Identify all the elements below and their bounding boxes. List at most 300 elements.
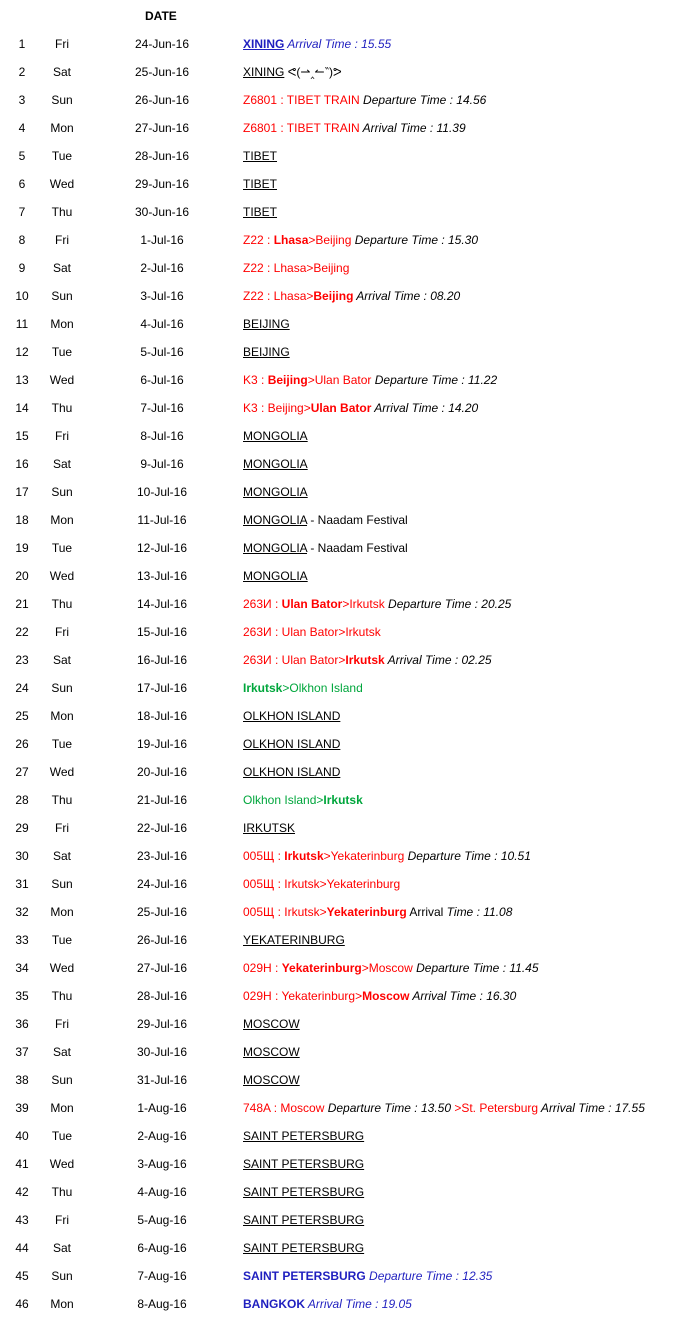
itinerary-row — [0, 1129, 694, 1157]
description-segment: MONGOLIA — [243, 513, 308, 527]
itinerary-row — [0, 429, 694, 457]
description-segment: Arrival Time : 08.20 — [353, 289, 461, 303]
day-number: 26 — [15, 737, 29, 751]
description-segment: BEIJING — [243, 345, 290, 359]
itinerary-description — [243, 317, 290, 331]
itinerary-row — [0, 737, 694, 765]
weekday: Mon — [50, 709, 74, 723]
description-segment: K3 : — [243, 373, 268, 387]
weekday: Sun — [51, 93, 73, 107]
itinerary-description — [243, 737, 340, 751]
date: 29-Jun-16 — [134, 177, 190, 191]
itinerary-row — [0, 513, 694, 541]
itinerary-row — [0, 65, 694, 93]
description-segment: 263И : — [243, 597, 282, 611]
itinerary-description — [243, 1157, 364, 1171]
weekday: Tue — [51, 1129, 73, 1143]
description-segment: Z6801 : TIBET TRAIN — [243, 121, 360, 135]
day-number: 41 — [15, 1157, 29, 1171]
date: 13-Jul-16 — [136, 569, 188, 583]
date: 23-Jul-16 — [136, 849, 188, 863]
description-segment: Departure Time : 14.56 — [359, 93, 487, 107]
itinerary-row — [0, 149, 694, 177]
description-segment: 029H : Yekaterinburg> — [243, 989, 363, 1003]
itinerary-row — [0, 289, 694, 317]
itinerary-description — [243, 1045, 300, 1059]
day-number: 10 — [15, 289, 29, 303]
itinerary-description — [243, 177, 277, 191]
itinerary-row — [0, 1269, 694, 1297]
itinerary-row — [0, 485, 694, 513]
itinerary-description — [243, 37, 391, 51]
description-segment: YEKATERINBURG — [243, 933, 345, 947]
weekday: Sun — [51, 485, 73, 499]
day-number: 9 — [18, 261, 26, 275]
itinerary-row — [0, 1073, 694, 1101]
day-number: 8 — [18, 233, 26, 247]
description-segment: Ulan Bator — [310, 401, 372, 415]
date: 11-Jul-16 — [137, 513, 187, 527]
day-number: 27 — [15, 765, 29, 779]
date: 26-Jul-16 — [136, 933, 188, 947]
itinerary-row — [0, 793, 694, 821]
itinerary-row — [0, 1241, 694, 1269]
weekday: Sun — [51, 1269, 73, 1283]
description-segment: Arrival Time : 15.55 — [284, 37, 392, 51]
weekday: Fri — [55, 1213, 69, 1227]
itinerary-row — [0, 961, 694, 989]
itinerary-description — [243, 289, 460, 303]
description-segment: Arrival Time : 02.25 — [384, 653, 492, 667]
day-number: 38 — [15, 1073, 29, 1087]
description-segment: Arrival Time : 19.05 — [305, 1297, 412, 1311]
weekday: Mon — [50, 1101, 74, 1115]
description-segment: Arrival Time : 16.30 — [409, 989, 517, 1003]
itinerary-row — [0, 1157, 694, 1185]
date: 21-Jul-16 — [136, 793, 188, 807]
description-segment: - Naadam Festival — [307, 541, 408, 555]
itinerary-description — [243, 261, 349, 275]
description-segment: MONGOLIA — [243, 457, 308, 471]
itinerary-description — [243, 373, 497, 387]
itinerary-description — [243, 681, 363, 695]
date: 14-Jul-16 — [136, 597, 188, 611]
day-number: 30 — [15, 849, 29, 863]
description-segment: MONGOLIA — [243, 541, 308, 555]
date: 8-Aug-16 — [137, 1297, 187, 1311]
itinerary-description — [243, 849, 531, 863]
itinerary-description — [243, 401, 478, 415]
date: 25-Jun-16 — [134, 65, 190, 79]
itinerary-description — [243, 345, 290, 359]
itinerary-description — [243, 1017, 300, 1031]
day-number: 11 — [15, 317, 29, 331]
itinerary-description — [243, 429, 308, 443]
day-number: 42 — [15, 1185, 29, 1199]
description-segment: XINING — [243, 65, 285, 79]
itinerary-description — [243, 821, 295, 835]
date-column-header: DATE — [145, 9, 177, 23]
weekday: Sun — [51, 681, 73, 695]
date: 9-Jul-16 — [140, 457, 184, 471]
description-segment: Time : 11.08 — [446, 905, 513, 919]
weekday: Mon — [50, 317, 74, 331]
itinerary-description — [243, 205, 277, 219]
date: 29-Jul-16 — [136, 1017, 188, 1031]
itinerary-description — [243, 933, 345, 947]
description-segment: Arrival — [406, 905, 447, 919]
itinerary-description — [243, 121, 466, 135]
day-number: 36 — [15, 1017, 29, 1031]
itinerary-row — [0, 653, 694, 681]
date: 1-Jul-16 — [140, 233, 184, 247]
weekday: Wed — [49, 373, 75, 387]
description-segment: Irkutsk — [345, 653, 385, 667]
description-segment: Olkhon Island> — [243, 793, 324, 807]
itinerary-row — [0, 597, 694, 625]
description-segment: SAINT PETERSBURG — [243, 1185, 365, 1199]
weekday: Sat — [52, 261, 71, 275]
itinerary-description — [243, 149, 277, 163]
description-segment: BEIJING — [243, 317, 290, 331]
description-segment: - Naadam Festival — [307, 513, 408, 527]
weekday: Fri — [55, 233, 69, 247]
description-segment: 005Щ : Irkutsk>Yekaterinburg — [243, 877, 401, 891]
day-number: 35 — [15, 989, 29, 1003]
weekday: Fri — [55, 821, 69, 835]
description-segment: OLKHON ISLAND — [243, 709, 341, 723]
day-number: 4 — [18, 121, 26, 135]
itinerary-description — [243, 233, 478, 247]
day-number: 6 — [18, 177, 26, 191]
description-segment: Yekaterinburg — [326, 905, 407, 919]
day-number: 17 — [15, 485, 29, 499]
itinerary-row — [0, 345, 694, 373]
itinerary-row — [0, 37, 694, 65]
itinerary-row — [0, 989, 694, 1017]
date: 8-Jul-16 — [140, 429, 184, 443]
description-segment: Z22 : — [243, 233, 274, 247]
date: 18-Jul-16 — [136, 709, 188, 723]
day-number: 25 — [15, 709, 29, 723]
day-number: 7 — [18, 205, 26, 219]
itinerary-row — [0, 877, 694, 905]
weekday: Mon — [50, 1297, 74, 1311]
description-segment: 263И : Ulan Bator>Irkutsk — [243, 625, 381, 639]
itinerary-row — [0, 317, 694, 345]
date: 30-Jul-16 — [136, 1045, 188, 1059]
weekday: Sat — [52, 1045, 71, 1059]
date: 19-Jul-16 — [136, 737, 188, 751]
description-segment: MONGOLIA — [243, 569, 308, 583]
itinerary-row — [0, 1017, 694, 1045]
weekday: Thu — [51, 989, 73, 1003]
date: 24-Jun-16 — [134, 37, 190, 51]
description-segment: BANGKOK — [243, 1297, 305, 1311]
day-number: 31 — [15, 877, 29, 891]
description-segment: 748A : Moscow — [243, 1101, 325, 1115]
itinerary-row — [0, 261, 694, 289]
description-segment: MOSCOW — [243, 1017, 300, 1031]
day-number: 18 — [15, 513, 29, 527]
weekday: Mon — [50, 513, 74, 527]
weekday: Thu — [51, 793, 73, 807]
weekday: Sat — [52, 849, 71, 863]
weekday: Fri — [55, 1017, 69, 1031]
date: 4-Jul-16 — [140, 317, 184, 331]
day-number: 3 — [18, 93, 26, 107]
weekday: Wed — [49, 569, 75, 583]
date: 2-Jul-16 — [140, 261, 184, 275]
description-segment: SAINT PETERSBURG — [243, 1241, 365, 1255]
weekday: Wed — [49, 765, 75, 779]
itinerary-description — [243, 485, 308, 499]
description-segment: Beijing — [267, 373, 308, 387]
description-segment: 263И : Ulan Bator> — [243, 653, 346, 667]
description-segment: Z22 : Lhasa> — [243, 289, 314, 303]
day-number: 1 — [18, 37, 26, 51]
description-segment: Arrival Time : 14.20 — [371, 401, 479, 415]
description-segment: Departure Time : 11.22 — [371, 373, 498, 387]
description-segment: >St. Petersburg — [451, 1101, 539, 1115]
day-number: 28 — [15, 793, 29, 807]
day-number: 37 — [15, 1045, 29, 1059]
day-number: 44 — [15, 1241, 29, 1255]
weekday: Thu — [51, 597, 73, 611]
date: 24-Jul-16 — [136, 877, 188, 891]
description-segment: Irkutsk — [323, 793, 363, 807]
weekday: Sat — [52, 653, 71, 667]
description-segment: Ulan Bator — [281, 597, 343, 611]
date: 7-Aug-16 — [137, 1269, 187, 1283]
weekday: Sat — [52, 65, 71, 79]
description-segment: Beijing — [313, 289, 354, 303]
date: 20-Jul-16 — [136, 765, 188, 779]
itinerary-row — [0, 401, 694, 429]
weekday: Tue — [51, 345, 73, 359]
description-segment: >Yekaterinburg — [323, 849, 405, 863]
description-segment: Irkutsk — [243, 681, 283, 695]
description-segment: Z6801 : TIBET TRAIN — [243, 93, 360, 107]
date: 3-Aug-16 — [137, 1157, 187, 1171]
date: 26-Jun-16 — [134, 93, 190, 107]
date: 28-Jun-16 — [134, 149, 190, 163]
day-number: 23 — [15, 653, 29, 667]
date: 4-Aug-16 — [137, 1185, 187, 1199]
day-number: 20 — [15, 569, 29, 583]
description-segment: SAINT PETERSBURG — [243, 1213, 365, 1227]
day-number: 46 — [15, 1297, 29, 1311]
itinerary-row — [0, 765, 694, 793]
date: 17-Jul-16 — [136, 681, 188, 695]
description-segment: IRKUTSK — [243, 821, 296, 835]
itinerary-description — [243, 1073, 300, 1087]
itinerary-row — [0, 177, 694, 205]
description-segment: TIBET — [243, 205, 278, 219]
itinerary-row — [0, 569, 694, 597]
day-number: 33 — [15, 933, 29, 947]
description-segment: TIBET — [243, 149, 278, 163]
weekday: Fri — [55, 429, 69, 443]
day-number: 5 — [18, 149, 26, 163]
description-segment: Departure Time : 15.30 — [351, 233, 479, 247]
day-number: 39 — [15, 1101, 29, 1115]
itinerary-description — [243, 1129, 364, 1143]
date: 5-Aug-16 — [137, 1213, 187, 1227]
description-segment: 029H : — [243, 961, 282, 975]
date: 5-Jul-16 — [140, 345, 184, 359]
description-segment: Departure Time : 20.25 — [384, 597, 512, 611]
itinerary-description — [243, 541, 408, 555]
itinerary-row — [0, 1185, 694, 1213]
itinerary-description — [243, 765, 340, 779]
description-segment: SAINT PETERSBURG — [243, 1157, 365, 1171]
itinerary-row — [0, 1101, 694, 1129]
itinerary-description — [243, 1269, 492, 1283]
weekday: Wed — [49, 961, 75, 975]
day-number: 22 — [15, 625, 29, 639]
day-number: 24 — [15, 681, 29, 695]
description-segment: >Beijing — [308, 233, 352, 247]
itinerary-description — [243, 597, 511, 611]
description-segment: OLKHON ISLAND — [243, 765, 341, 779]
day-number: 14 — [15, 401, 29, 415]
description-segment: >Olkhon Island — [282, 681, 363, 695]
description-segment: Arrival Time : 17.55 — [538, 1101, 645, 1115]
date: 16-Jul-16 — [136, 653, 188, 667]
itinerary-description — [243, 709, 340, 723]
description-segment: Departure Time : 11.45 — [412, 961, 539, 975]
day-number: 45 — [15, 1269, 29, 1283]
itinerary-row — [0, 1297, 694, 1325]
itinerary-row — [0, 121, 694, 149]
description-segment: Z22 : Lhasa>Beijing — [243, 261, 350, 275]
itinerary-description — [243, 1297, 412, 1311]
itinerary-description — [243, 961, 539, 975]
description-segment: TIBET — [243, 177, 278, 191]
weekday: Sun — [51, 1073, 73, 1087]
date: 27-Jun-16 — [134, 121, 190, 135]
itinerary-row — [0, 457, 694, 485]
itinerary-row — [0, 93, 694, 121]
itinerary-row — [0, 205, 694, 233]
weekday: Mon — [50, 121, 74, 135]
weekday: Mon — [50, 905, 74, 919]
itinerary-description — [243, 1213, 364, 1227]
itinerary-row — [0, 233, 694, 261]
description-segment: Lhasa — [273, 233, 309, 247]
weekday: Tue — [51, 149, 73, 163]
weekday: Thu — [51, 401, 73, 415]
weekday: Sun — [51, 877, 73, 891]
day-number: 2 — [18, 65, 26, 79]
description-segment: K3 : Beijing> — [243, 401, 311, 415]
itinerary-row — [0, 1213, 694, 1241]
description-segment: MONGOLIA — [243, 429, 308, 443]
weekday: Wed — [49, 1157, 75, 1171]
weekday: Tue — [51, 737, 73, 751]
itinerary-row — [0, 1045, 694, 1073]
weekday: Wed — [49, 177, 75, 191]
itinerary-row — [0, 373, 694, 401]
description-segment: 005Щ : — [243, 849, 285, 863]
weekday: Thu — [51, 205, 73, 219]
itinerary-description — [243, 65, 342, 79]
itinerary-description — [243, 989, 516, 1003]
itinerary-row — [0, 905, 694, 933]
itinerary-row — [0, 933, 694, 961]
weekday: Sat — [52, 457, 71, 471]
description-segment: ᕙ(⇀‸↼‶)ᕗ — [284, 65, 342, 79]
date: 7-Jul-16 — [140, 401, 184, 415]
description-segment: 005Щ : Irkutsk> — [243, 905, 327, 919]
weekday: Fri — [55, 37, 69, 51]
description-segment: SAINT PETERSBURG — [243, 1129, 365, 1143]
description-segment: SAINT PETERSBURG — [243, 1269, 366, 1283]
itinerary-row — [0, 849, 694, 877]
date: 10-Jul-16 — [136, 485, 188, 499]
weekday: Tue — [51, 933, 73, 947]
description-segment: >Ulan Bator — [307, 373, 372, 387]
description-segment: Yekaterinburg — [281, 961, 362, 975]
day-number: 43 — [15, 1213, 29, 1227]
itinerary-row — [0, 625, 694, 653]
weekday: Tue — [51, 541, 73, 555]
weekday: Sat — [52, 1241, 71, 1255]
itinerary-description — [243, 877, 400, 891]
itinerary-description — [243, 513, 408, 527]
itinerary-description — [243, 1241, 364, 1255]
date: 6-Jul-16 — [140, 373, 184, 387]
description-segment: MONGOLIA — [243, 485, 308, 499]
itinerary-description — [243, 793, 363, 807]
date: 27-Jul-16 — [136, 961, 188, 975]
date: 12-Jul-16 — [136, 541, 188, 555]
day-number: 21 — [15, 597, 29, 611]
itinerary-description — [243, 1185, 364, 1199]
day-number: 29 — [15, 821, 29, 835]
date: 1-Aug-16 — [137, 1101, 187, 1115]
itinerary-description — [243, 457, 308, 471]
day-number: 40 — [15, 1129, 29, 1143]
description-segment: Departure Time : 12.35 — [365, 1269, 493, 1283]
day-number: 13 — [15, 373, 29, 387]
description-segment: >Irkutsk — [342, 597, 385, 611]
weekday: Sun — [51, 289, 73, 303]
itinerary-description — [243, 1101, 645, 1115]
date: 31-Jul-16 — [136, 1073, 188, 1087]
description-segment: >Moscow — [361, 961, 413, 975]
date: 22-Jul-16 — [136, 821, 188, 835]
itinerary-row — [0, 821, 694, 849]
description-segment: Irkutsk — [284, 849, 324, 863]
itinerary-row — [0, 681, 694, 709]
day-number: 12 — [15, 345, 29, 359]
description-segment: MOSCOW — [243, 1045, 300, 1059]
description-segment: MOSCOW — [243, 1073, 300, 1087]
date: 2-Aug-16 — [137, 1129, 187, 1143]
date: 15-Jul-16 — [136, 625, 188, 639]
itinerary-description — [243, 569, 308, 583]
weekday: Fri — [55, 625, 69, 639]
day-number: 16 — [15, 457, 29, 471]
description-segment: XINING — [243, 37, 285, 51]
itinerary-description — [243, 905, 512, 919]
day-number: 34 — [15, 961, 29, 975]
itinerary-row — [0, 541, 694, 569]
itinerary-row — [0, 709, 694, 737]
day-number: 32 — [15, 905, 29, 919]
